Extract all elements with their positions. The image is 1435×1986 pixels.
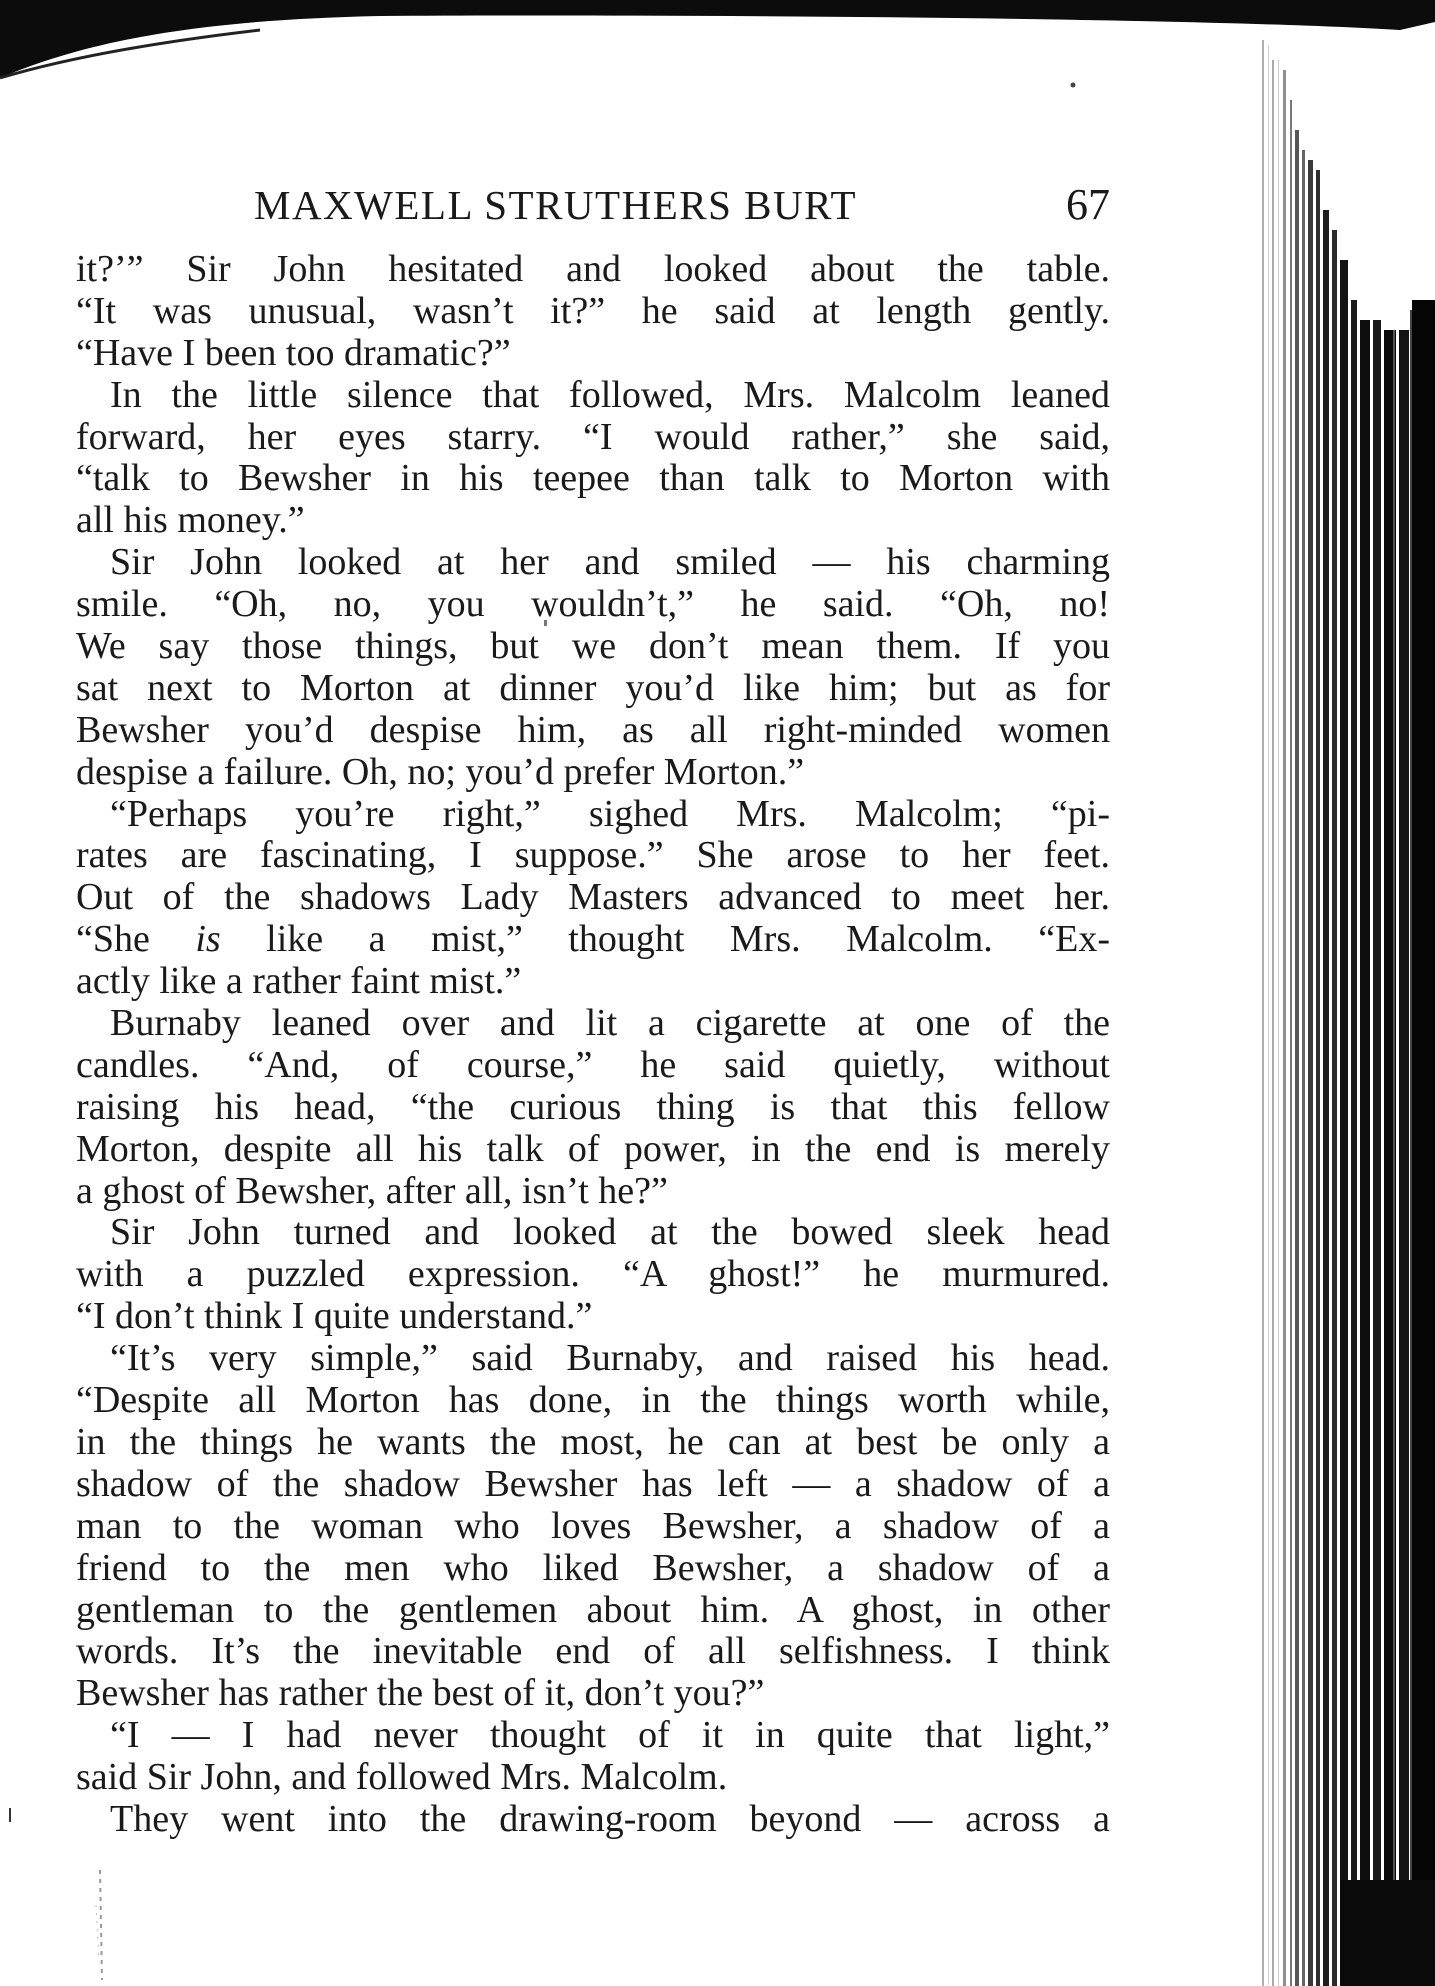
text-line: In the little silence that followed, Mrs. Malcolm leaned (110, 373, 1110, 416)
text-line: words. It’s the inevitable end of all selfishness. I think (76, 1630, 1110, 1673)
text-line: with a puzzled expression. “A ghost!” he murmured. (76, 1253, 1110, 1296)
text-line: friend to the men who liked Bewsher, a shadow of a (76, 1546, 1110, 1589)
text-line: sat next to Morton at dinner you’d like him; but as for (76, 666, 1110, 709)
body-text (76, 249, 1110, 1841)
text-line: “Have I been too dramatic?” (76, 331, 511, 374)
text-line: “It was unusual, wasn’t it?” he said at length gently. (76, 289, 1110, 332)
text-line: “Perhaps you’re right,” sighed Mrs. Malcolm; “pi- (110, 792, 1110, 835)
text-line: They went into the drawing-room beyond — across a (110, 1797, 1110, 1840)
text-line: gentleman to the gentlemen about him. A ghost, in other (76, 1588, 1110, 1631)
text-line: Sir John turned and looked at the bowed sleek head (110, 1211, 1110, 1254)
page-number: 67 (1066, 180, 1110, 229)
right-gutter-page-edges (1258, 40, 1435, 1986)
text-line: a ghost of Bewsher, after all, isn’t he?” (76, 1169, 668, 1212)
text-line: Sir John looked at her and smiled — his charming (110, 541, 1110, 584)
text-line: actly like a rather faint mist.” (76, 960, 522, 1003)
text-line: all his money.” (76, 499, 305, 542)
left-margin-mark (100, 1870, 102, 1980)
text-line: man to the woman who loves Bewsher, a shadow of a (76, 1504, 1110, 1547)
text-line: “I — I had never thought of it in quite that light,” (110, 1714, 1110, 1757)
text-line: smile. “Oh, no, you wouldn’t,” he said. “Oh, no! (76, 583, 1110, 626)
text-line: despise a failure. Oh, no; you’d prefer Morton.” (76, 750, 805, 793)
text-line: “Despite all Morton has done, in the things worth while, (76, 1379, 1110, 1422)
text-line: Bewsher you’d despise him, as all right-minded women (76, 708, 1110, 751)
text-line: in the things he wants the most, he can at best be only a (76, 1420, 1110, 1463)
text-line: shadow of the shadow Bewsher has left — a shadow of a (76, 1462, 1110, 1505)
text-line: raising his head, “the curious thing is that this fellow (76, 1085, 1110, 1128)
text-line: We say those things, but we don’t mean them. If you (76, 625, 1110, 668)
top-left-shadow (0, 0, 1435, 78)
emphasis: is (195, 918, 221, 961)
text-line: candles. “And, of course,” he said quietly, without (76, 1043, 1110, 1086)
text-line: “It’s very simple,” said Burnaby, and raised his head. (110, 1337, 1110, 1380)
text-line: rates are fascinating, I suppose.” She arose to her feet. (76, 834, 1110, 877)
running-head (150, 175, 1110, 235)
text-line: Burnaby leaned over and lit a cigarette at one of the (110, 1002, 1110, 1045)
text-line: it?’” Sir John hesitated and looked about the table. (76, 248, 1110, 290)
scan-speck (1071, 83, 1076, 88)
text-line: “talk to Bewsher in his teepee than talk to Morton with (76, 457, 1110, 500)
text-line: “She is like a mist,” thought Mrs. Malcolm. “Ex- (76, 918, 1110, 961)
text-line: Out of the shadows Lady Masters advanced to meet her. (76, 876, 1110, 919)
text-line: Morton, despite all his talk of power, in the end is merely (76, 1127, 1110, 1170)
running-head-title: MAXWELL STRUTHERS BURT (254, 182, 858, 228)
text-line: forward, her eyes starry. “I would rather,” she said, (76, 415, 1110, 458)
text-line: “I don’t think I quite understand.” (76, 1295, 593, 1338)
text-line: said Sir John, and followed Mrs. Malcolm. (76, 1756, 728, 1799)
left-margin-mark (9, 1808, 11, 1822)
text-line: Bewsher has rather the best of it, don’t you?” (76, 1672, 765, 1715)
